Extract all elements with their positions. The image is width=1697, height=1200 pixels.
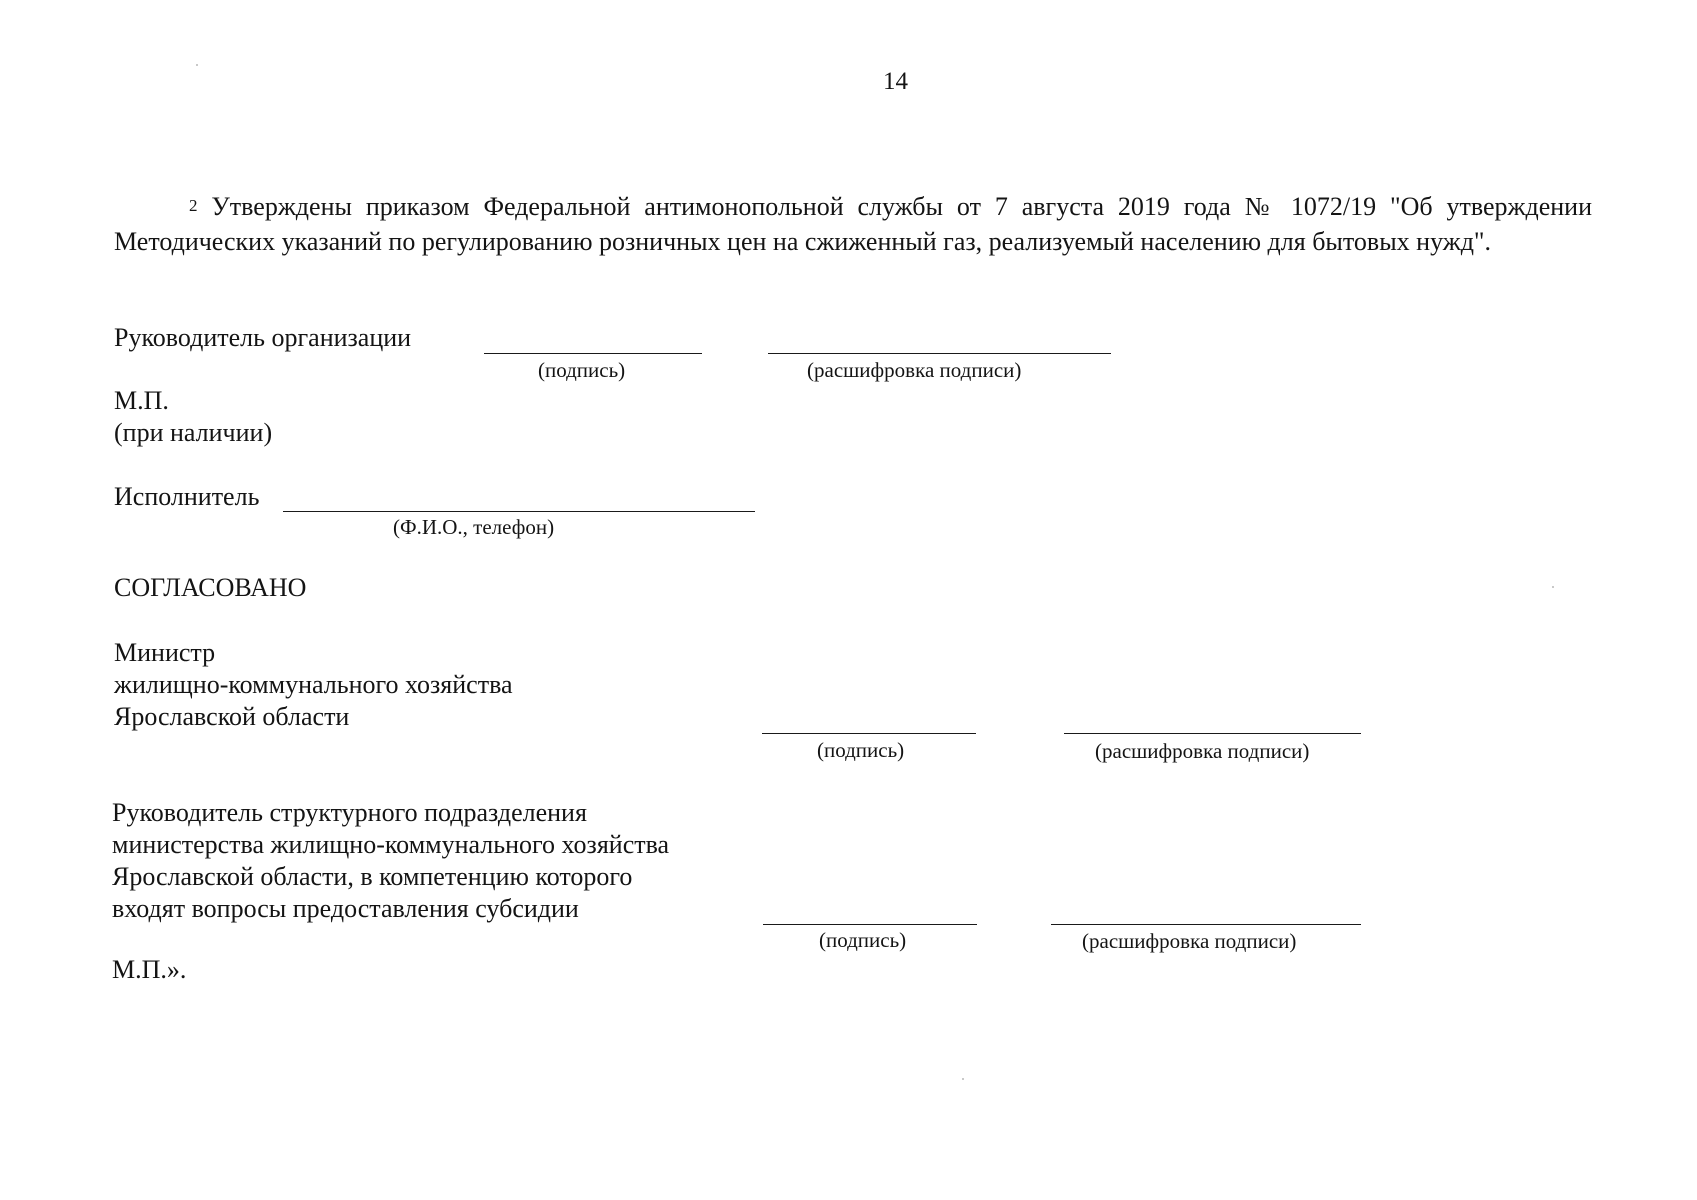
executor-line bbox=[283, 511, 755, 512]
stamp-note: (при наличии) bbox=[114, 418, 273, 447]
minister-signature-caption: (подпись) bbox=[817, 738, 905, 762]
division-head-signature-caption: (подпись) bbox=[819, 928, 907, 952]
page-number: 14 bbox=[883, 68, 908, 95]
scan-speck bbox=[962, 1078, 964, 1080]
org-head-signature-line bbox=[484, 353, 702, 354]
division-head-decoding-caption: (расшифровка подписи) bbox=[1082, 929, 1297, 953]
division-head-line4: входят вопросы предоставления субсидии bbox=[112, 894, 579, 923]
division-head-decoding-line bbox=[1051, 924, 1361, 925]
stamp-label: М.П. bbox=[114, 386, 169, 415]
closing-stamp: М.П.». bbox=[112, 955, 187, 984]
minister-decoding-line bbox=[1064, 733, 1361, 734]
minister-decoding-caption: (расшифровка подписи) bbox=[1095, 739, 1310, 763]
org-head-decoding-caption: (расшифровка подписи) bbox=[807, 358, 1022, 382]
division-head-signature-line bbox=[763, 924, 977, 925]
division-head-line2: министерства жилищно-коммунального хозяйства bbox=[112, 830, 670, 859]
org-head-signature-caption: (подпись) bbox=[538, 358, 626, 382]
org-head-decoding-line bbox=[768, 353, 1111, 354]
scan-speck bbox=[1552, 586, 1554, 588]
division-head-line3: Ярославской области, в компетенцию которого bbox=[112, 862, 633, 891]
minister-signature-line bbox=[762, 733, 976, 734]
footnote bbox=[114, 191, 1592, 258]
approved-heading: СОГЛАСОВАНО bbox=[114, 573, 307, 602]
executor-label: Исполнитель bbox=[114, 482, 260, 511]
minister-title-line3: Ярославской области bbox=[114, 702, 350, 731]
footnote-marker: 2 bbox=[189, 196, 198, 215]
scan-speck bbox=[196, 64, 198, 66]
executor-caption: (Ф.И.О., телефон) bbox=[393, 515, 555, 539]
minister-title-line2: жилищно-коммунального хозяйства bbox=[114, 670, 513, 699]
footnote-text: Утверждены приказом Федеральной антимонопольной службы от 7 августа 2019 года № 1072/19 "Об утверждении Методических указаний по регулированию розничных цен на сжиженный газ, реализуемый населению для бытовых нужд". bbox=[114, 192, 1592, 256]
division-head-line1: Руководитель структурного подразделения bbox=[112, 798, 587, 827]
org-head-label: Руководитель организации bbox=[114, 323, 412, 352]
minister-title-line1: Министр bbox=[114, 638, 216, 667]
